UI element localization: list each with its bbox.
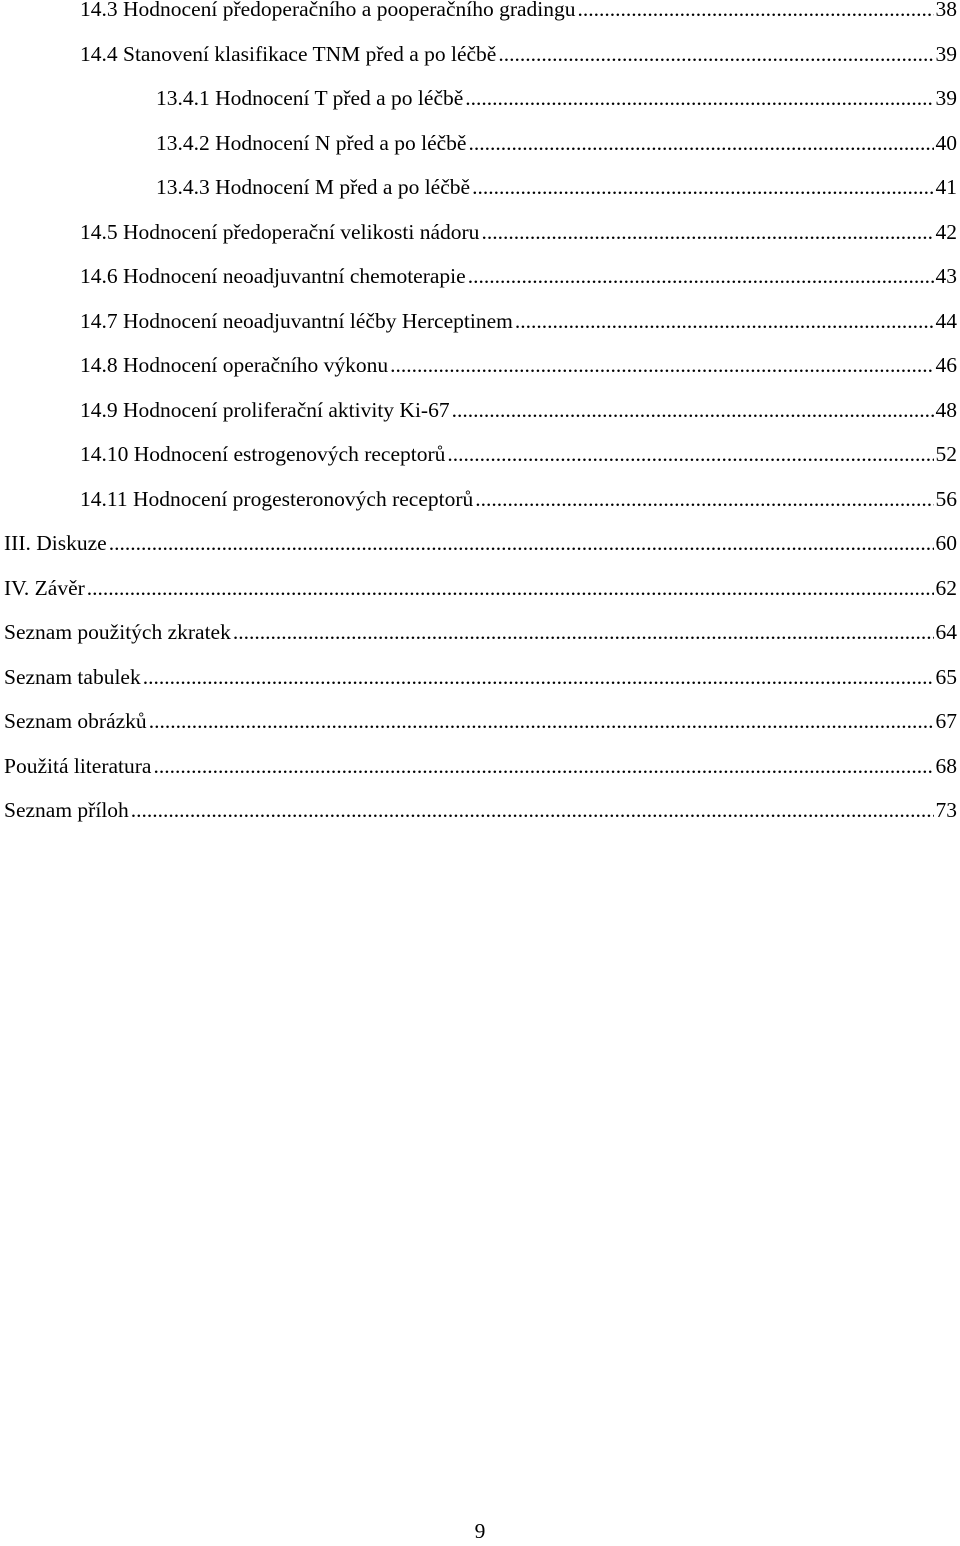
toc-entry[interactable]	[0, 751, 957, 795]
toc-entry-page: 64	[935, 620, 957, 644]
toc-entry-page: 52	[935, 442, 957, 466]
toc-dot-leader	[149, 706, 934, 736]
toc-entry-title: Seznam obrázků	[4, 709, 147, 733]
toc-entry-title: 14.8 Hodnocení operačního výkonu	[80, 353, 389, 377]
toc-entry-title: Seznam příloh	[4, 798, 129, 822]
toc-entry[interactable]	[0, 706, 957, 750]
toc-entry[interactable]	[0, 573, 957, 617]
toc-entry-title: Seznam tabulek	[4, 664, 141, 689]
toc-entry[interactable]	[0, 39, 957, 83]
toc-entry[interactable]	[0, 83, 957, 127]
toc-dot-leader	[465, 83, 933, 113]
toc-entry-title: 14.7 Hodnocení neoadjuvantní léčby Herceptinem	[80, 308, 513, 333]
toc-entry-title: 14.9 Hodnocení proliferační aktivity Ki-67	[80, 397, 450, 422]
toc-entry[interactable]	[0, 0, 957, 38]
toc-entry-title: 14.4 Stanovení klasifikace TNM před a po léčbě	[80, 41, 497, 66]
toc-dot-leader	[153, 751, 933, 781]
toc-dot-leader	[498, 39, 933, 69]
toc-entry-page: 62	[935, 575, 957, 600]
toc-entry[interactable]	[0, 128, 957, 172]
toc-entry-title: IV. Závěr	[4, 575, 85, 600]
toc-dot-leader	[515, 306, 934, 336]
toc-entry-page: 67	[935, 709, 957, 733]
toc-entry-page: 40	[935, 130, 957, 155]
toc-dot-leader	[447, 439, 933, 469]
toc-entry-page: 43	[935, 264, 957, 288]
toc-entry[interactable]	[0, 217, 957, 261]
toc-entry-title: Seznam použitých zkratek	[4, 620, 231, 644]
toc-entry-title: 14.6 Hodnocení neoadjuvantní chemoterapie	[80, 264, 466, 288]
toc-entry[interactable]	[0, 395, 957, 439]
toc-entry[interactable]	[0, 662, 957, 706]
toc-entry-page: 73	[935, 798, 957, 822]
toc-entry-title: 14.10 Hodnocení estrogenových receptorů	[80, 442, 446, 466]
toc-dot-leader	[472, 172, 933, 202]
toc-entry-page: 39	[935, 86, 957, 110]
toc-entry-title: 14.11 Hodnocení progesteronových receptorů	[80, 486, 474, 511]
toc-dot-leader	[109, 528, 934, 558]
toc-dot-leader	[390, 350, 933, 380]
toc-entry[interactable]	[0, 617, 957, 661]
toc-entry[interactable]	[0, 306, 957, 350]
toc-entry-title: 14.5 Hodnocení předoperační velikosti nádoru	[80, 219, 480, 244]
toc-entry-title: 14.3 Hodnocení předoperačního a pooperačního gradingu	[80, 0, 576, 21]
toc-entry-title: 13.4.1 Hodnocení T před a po léčbě	[156, 86, 464, 110]
toc-entry-page: 56	[935, 486, 957, 511]
toc-entry-page: 46	[935, 353, 957, 377]
toc-entry[interactable]	[0, 795, 957, 839]
toc-entry-title: 13.4.3 Hodnocení M před a po léčbě	[156, 175, 471, 199]
toc-dot-leader	[578, 0, 934, 24]
toc-dot-leader	[452, 395, 934, 425]
toc-entry[interactable]	[0, 439, 957, 483]
toc-entry-page: 39	[935, 41, 957, 66]
toc-dot-leader	[481, 217, 933, 247]
toc-entry-page: 44	[935, 308, 957, 333]
toc-entry[interactable]	[0, 172, 957, 216]
toc-entry-page: 38	[935, 0, 957, 21]
toc-entry[interactable]	[0, 528, 957, 572]
toc-entry-page: 65	[935, 664, 957, 689]
toc-entry[interactable]	[0, 484, 957, 528]
toc-entry[interactable]	[0, 350, 957, 394]
toc-entry-title: III. Diskuze	[4, 531, 107, 555]
toc-entry-page: 60	[935, 531, 957, 555]
toc-dot-leader	[87, 573, 934, 603]
toc-entry-page: 41	[935, 175, 957, 199]
toc-dot-leader	[475, 484, 933, 514]
toc-dot-leader	[468, 261, 934, 291]
toc-entry-page: 68	[935, 753, 957, 778]
toc-dot-leader	[468, 128, 933, 158]
toc-entry-page: 48	[935, 397, 957, 422]
toc-dot-leader	[131, 795, 934, 825]
toc-entry[interactable]	[0, 261, 957, 305]
toc-entry-page: 42	[935, 219, 957, 244]
page-number: 9	[474, 1519, 486, 1543]
toc-entry-title: 13.4.2 Hodnocení N před a po léčbě	[156, 130, 467, 155]
toc-dot-leader	[233, 617, 934, 647]
toc-entry-title: Použitá literatura	[4, 753, 152, 778]
toc-dot-leader	[143, 662, 934, 692]
